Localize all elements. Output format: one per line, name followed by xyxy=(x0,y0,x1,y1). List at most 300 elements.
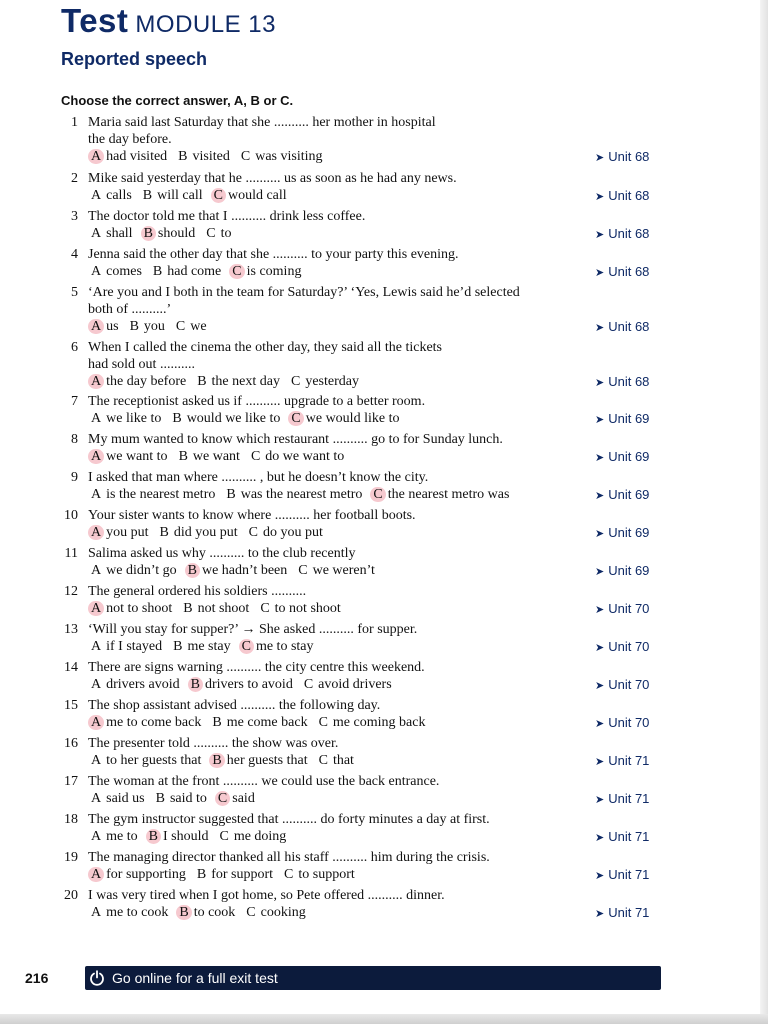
selected-option-letter: A xyxy=(88,149,104,164)
unit-reference xyxy=(595,790,649,809)
question-line xyxy=(58,887,668,904)
question-line xyxy=(58,849,668,866)
answer-option[interactable] xyxy=(88,264,142,279)
option-letter: C xyxy=(290,374,301,389)
option-letter: B xyxy=(183,601,193,616)
question-text: had sold out .......... xyxy=(88,357,195,372)
option-text: if I stayed xyxy=(106,639,163,654)
option-text: me to come back xyxy=(106,715,202,730)
unit-reference xyxy=(595,148,649,167)
question-number: 11 xyxy=(64,546,78,561)
option-text: the next day xyxy=(211,374,280,389)
answer-options xyxy=(58,148,668,166)
option-text: me to cook xyxy=(106,905,169,920)
question-line xyxy=(58,735,668,752)
option-text: to not shoot xyxy=(274,601,341,616)
question-number: 8 xyxy=(71,432,78,447)
answer-option[interactable] xyxy=(169,411,280,426)
answer-option[interactable] xyxy=(88,791,145,806)
question-text: both of ..........’ xyxy=(88,302,172,317)
question-item xyxy=(58,469,668,504)
option-text: is the nearest metro xyxy=(106,487,216,502)
option-text: to her guests that xyxy=(106,753,202,768)
question-line xyxy=(58,170,668,187)
arrow-icon: ➤ xyxy=(595,794,605,806)
answer-option[interactable] xyxy=(288,374,359,389)
unit-reference xyxy=(595,263,649,282)
online-test-label: Go online for a full exit test xyxy=(112,970,278,986)
unit-label: Unit 69 xyxy=(608,449,650,464)
answer-options xyxy=(58,187,668,205)
option-text: to support xyxy=(298,867,355,882)
unit-reference xyxy=(595,562,649,581)
selected-option-letter: C xyxy=(239,639,254,654)
option-letter: A xyxy=(91,264,102,279)
unit-label: Unit 69 xyxy=(608,487,650,502)
option-text: I should xyxy=(162,829,209,844)
option-text: avoid drivers xyxy=(318,677,392,692)
question-text: Maria said last Saturday that she .......... her mother in hospital xyxy=(88,115,436,130)
option-text: we didn’t go xyxy=(106,563,177,578)
option-text: me come back xyxy=(226,715,308,730)
answer-option[interactable] xyxy=(173,319,207,334)
answer-option[interactable] xyxy=(88,563,177,578)
arrow-icon: ➤ xyxy=(595,604,605,616)
unit-label: Unit 71 xyxy=(608,829,650,844)
question-number: 13 xyxy=(64,622,78,637)
unit-label: Unit 68 xyxy=(608,226,650,241)
selected-option-letter: B xyxy=(176,905,191,920)
answer-option[interactable] xyxy=(180,601,249,616)
unit-label: Unit 69 xyxy=(608,411,650,426)
question-line xyxy=(58,697,668,714)
option-text: cooking xyxy=(260,905,306,920)
option-text: not shoot xyxy=(197,601,250,616)
question-text: I was very tired when I got home, so Pete offered .......... dinner. xyxy=(88,888,445,903)
question-number: 5 xyxy=(71,285,78,300)
selected-option-letter: B xyxy=(141,226,156,241)
answer-option[interactable] xyxy=(295,563,375,578)
option-text: will call xyxy=(157,188,203,203)
option-letter: B xyxy=(197,374,207,389)
option-letter: C xyxy=(248,525,258,540)
option-text: the day before xyxy=(106,374,187,389)
answer-options xyxy=(58,714,668,732)
answer-option[interactable] xyxy=(248,449,344,464)
answer-options xyxy=(58,524,668,542)
answer-option[interactable] xyxy=(88,753,201,768)
option-text: had visited xyxy=(106,149,168,164)
answer-option[interactable] xyxy=(175,149,230,164)
option-text: do you put xyxy=(262,525,323,540)
arrow-icon: ➤ xyxy=(595,191,605,203)
unit-label: Unit 68 xyxy=(608,374,650,389)
option-letter: A xyxy=(91,226,102,241)
option-text: us xyxy=(106,319,119,334)
question-line xyxy=(58,621,668,638)
power-icon xyxy=(89,970,105,986)
question-item xyxy=(58,545,668,580)
answer-option[interactable] xyxy=(88,601,172,616)
unit-label: Unit 68 xyxy=(608,149,650,164)
answer-option[interactable] xyxy=(215,791,255,806)
question-line xyxy=(58,545,668,562)
selected-option-letter: A xyxy=(88,449,104,464)
answer-option[interactable] xyxy=(176,449,240,464)
unit-label: Unit 70 xyxy=(608,639,650,654)
option-letter: B xyxy=(226,487,236,502)
question-line xyxy=(58,339,668,356)
question-number: 4 xyxy=(71,247,78,262)
selected-option-letter: A xyxy=(88,374,104,389)
option-text: drivers to avoid xyxy=(204,677,293,692)
page-number: 216 xyxy=(25,970,49,986)
unit-reference xyxy=(595,828,649,847)
question-text: The gym instructor suggested that .......... do forty minutes a day at first. xyxy=(88,812,490,827)
option-text: to xyxy=(220,226,232,241)
option-text: would call xyxy=(227,188,287,203)
option-letter: C xyxy=(260,601,270,616)
question-number: 1 xyxy=(71,115,78,130)
answer-option[interactable] xyxy=(301,677,392,692)
question-line xyxy=(58,431,668,448)
option-text: we want to xyxy=(106,449,168,464)
unit-reference xyxy=(595,410,649,429)
option-text: you put xyxy=(106,525,149,540)
option-text: we would like to xyxy=(305,411,400,426)
answer-option[interactable] xyxy=(194,374,280,389)
answer-option[interactable] xyxy=(170,639,231,654)
question-number: 14 xyxy=(64,660,78,675)
question-text: the day before. xyxy=(88,132,172,147)
question-text: The doctor told me that I .......... drink less coffee. xyxy=(88,209,366,224)
option-text: her guests that xyxy=(226,753,308,768)
answer-options xyxy=(58,600,668,618)
option-letter: B xyxy=(196,867,207,882)
answer-option[interactable] xyxy=(246,525,323,540)
question-text: ‘Will you stay for supper?’ → She asked .......... for supper. xyxy=(88,622,418,637)
option-letter: C xyxy=(318,753,328,768)
arrow-icon: ➤ xyxy=(595,490,605,502)
question-line xyxy=(58,246,668,263)
question-number: 20 xyxy=(64,888,78,903)
unit-reference xyxy=(595,904,649,923)
question-line xyxy=(58,114,668,131)
option-text: that xyxy=(332,753,354,768)
option-letter: A xyxy=(91,487,102,502)
unit-label: Unit 69 xyxy=(608,563,650,578)
question-item xyxy=(58,887,668,922)
question-line xyxy=(58,811,668,828)
question-text: The general ordered his soldiers .......... xyxy=(88,584,307,599)
option-text: visited xyxy=(192,149,230,164)
option-letter: C xyxy=(175,319,186,334)
option-text: we like to xyxy=(106,411,162,426)
arrow-icon: ➤ xyxy=(595,322,605,334)
answer-options xyxy=(58,373,668,391)
page-title xyxy=(61,2,276,40)
option-text: calls xyxy=(106,188,132,203)
question-line xyxy=(58,284,668,301)
option-letter: C xyxy=(240,149,251,164)
option-text: we hadn’t been xyxy=(201,563,288,578)
option-letter: B xyxy=(129,319,139,334)
option-text: me to xyxy=(106,829,138,844)
answer-option[interactable] xyxy=(88,449,168,464)
arrow-icon: ➤ xyxy=(595,566,605,578)
arrow-icon: ➤ xyxy=(595,908,605,920)
question-item xyxy=(58,284,668,336)
answer-options xyxy=(58,828,668,846)
answer-option[interactable] xyxy=(288,411,399,426)
option-letter: C xyxy=(250,449,261,464)
option-text: we weren’t xyxy=(312,563,375,578)
unit-reference xyxy=(595,714,649,733)
answer-option[interactable] xyxy=(88,149,167,164)
unit-label: Unit 71 xyxy=(608,791,650,806)
option-text: should xyxy=(157,226,196,241)
selected-option-letter: C xyxy=(288,411,303,426)
unit-reference xyxy=(595,676,649,695)
question-number: 9 xyxy=(71,470,78,485)
answer-option[interactable] xyxy=(88,188,132,203)
question-text: Jenna said the other day that she .......... to your party this evening. xyxy=(88,247,459,262)
option-letter: B xyxy=(159,525,169,540)
unit-label: Unit 71 xyxy=(608,753,650,768)
option-text: drivers avoid xyxy=(106,677,180,692)
arrow-icon: ➤ xyxy=(595,229,605,241)
question-text: The managing director thanked all his staff .......... him during the crisis. xyxy=(88,850,490,865)
answer-option[interactable] xyxy=(157,525,238,540)
unit-label: Unit 68 xyxy=(608,188,650,203)
question-item xyxy=(58,583,668,618)
option-letter: B xyxy=(173,639,183,654)
question-text: The shop assistant advised .......... the following day. xyxy=(88,698,381,713)
option-letter: C xyxy=(318,715,328,730)
option-letter: B xyxy=(178,149,188,164)
question-line xyxy=(58,301,668,318)
answer-option[interactable] xyxy=(185,563,288,578)
answer-option[interactable] xyxy=(188,677,293,692)
answer-option[interactable] xyxy=(88,319,119,334)
arrow-icon: ➤ xyxy=(595,832,605,844)
question-line xyxy=(58,773,668,790)
online-test-link[interactable] xyxy=(85,966,661,990)
option-text: we want xyxy=(192,449,240,464)
answer-option[interactable] xyxy=(150,264,221,279)
selected-option-letter: B xyxy=(185,563,200,578)
option-text: do we want to xyxy=(265,449,345,464)
selected-option-letter: B xyxy=(146,829,161,844)
option-text: not to shoot xyxy=(106,601,173,616)
question-item xyxy=(58,114,668,166)
question-item xyxy=(58,208,668,243)
answer-option[interactable] xyxy=(370,487,509,502)
unit-label: Unit 70 xyxy=(608,601,650,616)
unit-reference xyxy=(595,225,649,244)
option-letter: C xyxy=(219,829,229,844)
option-letter: A xyxy=(91,677,102,692)
arrow-icon: ➤ xyxy=(595,414,605,426)
question-line xyxy=(58,131,668,148)
answer-option[interactable] xyxy=(88,677,180,692)
answer-option[interactable] xyxy=(209,753,307,768)
answer-option[interactable] xyxy=(88,867,186,882)
answer-option[interactable] xyxy=(316,715,426,730)
answer-option[interactable] xyxy=(316,753,354,768)
option-text: is coming xyxy=(246,264,302,279)
unit-reference xyxy=(595,486,649,505)
question-number: 7 xyxy=(71,394,78,409)
answer-option[interactable] xyxy=(243,905,305,920)
option-letter: A xyxy=(91,791,102,806)
option-text: the nearest metro was xyxy=(387,487,510,502)
selected-option-letter: A xyxy=(88,867,104,882)
selected-option-letter: C xyxy=(215,791,230,806)
option-text: for support xyxy=(211,867,274,882)
question-line xyxy=(58,208,668,225)
answer-option[interactable] xyxy=(88,374,186,389)
answer-option[interactable] xyxy=(176,905,235,920)
answer-options xyxy=(58,225,668,243)
answer-option[interactable] xyxy=(238,149,323,164)
section-subtitle: Reported speech xyxy=(61,49,208,69)
unit-reference xyxy=(595,524,649,543)
answer-option[interactable] xyxy=(88,411,161,426)
option-letter: B xyxy=(152,264,163,279)
arrow-icon: ➤ xyxy=(595,870,605,882)
selected-option-letter: A xyxy=(88,601,104,616)
question-text: Salima asked us why .......... to the club recently xyxy=(88,546,356,561)
unit-reference xyxy=(595,866,649,885)
question-number: 6 xyxy=(71,340,78,355)
unit-label: Unit 68 xyxy=(608,319,650,334)
question-text: The receptionist asked us if .......... upgrade to a better room. xyxy=(88,394,426,409)
question-text: Mike said yesterday that he .......... us as soon as he had any news. xyxy=(88,171,457,186)
answer-option[interactable] xyxy=(229,264,301,279)
arrow-icon: ➤ xyxy=(595,452,605,464)
arrow-icon: ➤ xyxy=(595,718,605,730)
question-line xyxy=(58,469,668,486)
option-text: would we like to xyxy=(186,411,281,426)
option-text: said to xyxy=(169,791,207,806)
unit-reference xyxy=(595,373,649,392)
option-letter: C xyxy=(298,563,308,578)
answer-options xyxy=(58,676,668,694)
question-number: 17 xyxy=(64,774,78,789)
arrow-icon: ➤ xyxy=(595,680,605,692)
selected-option-letter: A xyxy=(88,715,104,730)
option-text: said xyxy=(232,791,255,806)
question-item xyxy=(58,849,668,884)
answer-options xyxy=(58,448,668,466)
question-number: 10 xyxy=(64,508,78,523)
question-text: The presenter told .......... the show was over. xyxy=(88,736,339,751)
question-text: When I called the cinema the other day, they said all the tickets xyxy=(88,340,443,355)
answer-options xyxy=(58,486,668,504)
answer-option[interactable] xyxy=(203,226,231,241)
answer-option[interactable] xyxy=(146,829,209,844)
selected-option-letter: C xyxy=(229,264,244,279)
answer-option[interactable] xyxy=(140,188,203,203)
selected-option-letter: A xyxy=(88,525,104,540)
question-item xyxy=(58,339,668,391)
option-text: was visiting xyxy=(255,149,323,164)
option-letter: B xyxy=(142,188,153,203)
answer-option[interactable] xyxy=(127,319,165,334)
answer-option[interactable] xyxy=(88,639,162,654)
option-letter: C xyxy=(284,867,294,882)
option-letter: A xyxy=(91,188,102,203)
question-number: 16 xyxy=(64,736,78,751)
answer-option[interactable] xyxy=(211,188,287,203)
question-line xyxy=(58,356,668,373)
question-item xyxy=(58,735,668,770)
answer-option[interactable] xyxy=(88,525,149,540)
question-text: ‘Are you and I both in the team for Saturday?’ ‘Yes, Lewis said he’d selected xyxy=(88,285,520,300)
title-module: MODULE 13 xyxy=(135,11,276,38)
option-letter: A xyxy=(91,411,102,426)
option-letter: B xyxy=(178,449,188,464)
option-letter: A xyxy=(91,753,102,768)
answer-option[interactable] xyxy=(223,487,362,502)
answer-option[interactable] xyxy=(153,791,207,806)
answer-options xyxy=(58,866,668,884)
answer-option[interactable] xyxy=(281,867,355,882)
arrow-icon: ➤ xyxy=(595,642,605,654)
selected-option-letter: B xyxy=(188,677,203,692)
instruction-text: Choose the correct answer, A, B or C. xyxy=(61,93,294,108)
answer-option[interactable] xyxy=(88,715,201,730)
title-test: Test xyxy=(61,2,129,39)
answer-options xyxy=(58,410,668,428)
question-item xyxy=(58,621,668,656)
option-text: was the nearest metro xyxy=(240,487,363,502)
arrow-icon: ➤ xyxy=(595,267,605,279)
answer-option[interactable] xyxy=(88,487,215,502)
answer-option[interactable] xyxy=(88,226,133,241)
unit-label: Unit 68 xyxy=(608,264,650,279)
question-line xyxy=(58,507,668,524)
answer-option[interactable] xyxy=(194,867,273,882)
answer-option[interactable] xyxy=(216,829,286,844)
option-letter: A xyxy=(91,639,102,654)
answer-option[interactable] xyxy=(141,226,196,241)
option-text: me doing xyxy=(233,829,287,844)
question-item xyxy=(58,246,668,281)
unit-reference xyxy=(595,600,649,619)
answer-option[interactable] xyxy=(88,829,138,844)
selected-option-letter: C xyxy=(211,188,226,203)
answer-option[interactable] xyxy=(88,905,168,920)
unit-label: Unit 71 xyxy=(608,867,650,882)
answer-option[interactable] xyxy=(257,601,340,616)
answer-options xyxy=(58,263,668,281)
option-text: yesterday xyxy=(305,374,359,389)
question-item xyxy=(58,773,668,808)
answer-option[interactable] xyxy=(239,639,314,654)
option-letter: A xyxy=(91,905,102,920)
answer-option[interactable] xyxy=(209,715,307,730)
option-text: we xyxy=(190,319,207,334)
question-item xyxy=(58,659,668,694)
question-item xyxy=(58,697,668,732)
unit-reference xyxy=(595,318,649,337)
answer-options xyxy=(58,752,668,770)
answer-options xyxy=(58,904,668,922)
arrow-icon: ➤ xyxy=(595,756,605,768)
arrow-icon: ➤ xyxy=(595,528,605,540)
